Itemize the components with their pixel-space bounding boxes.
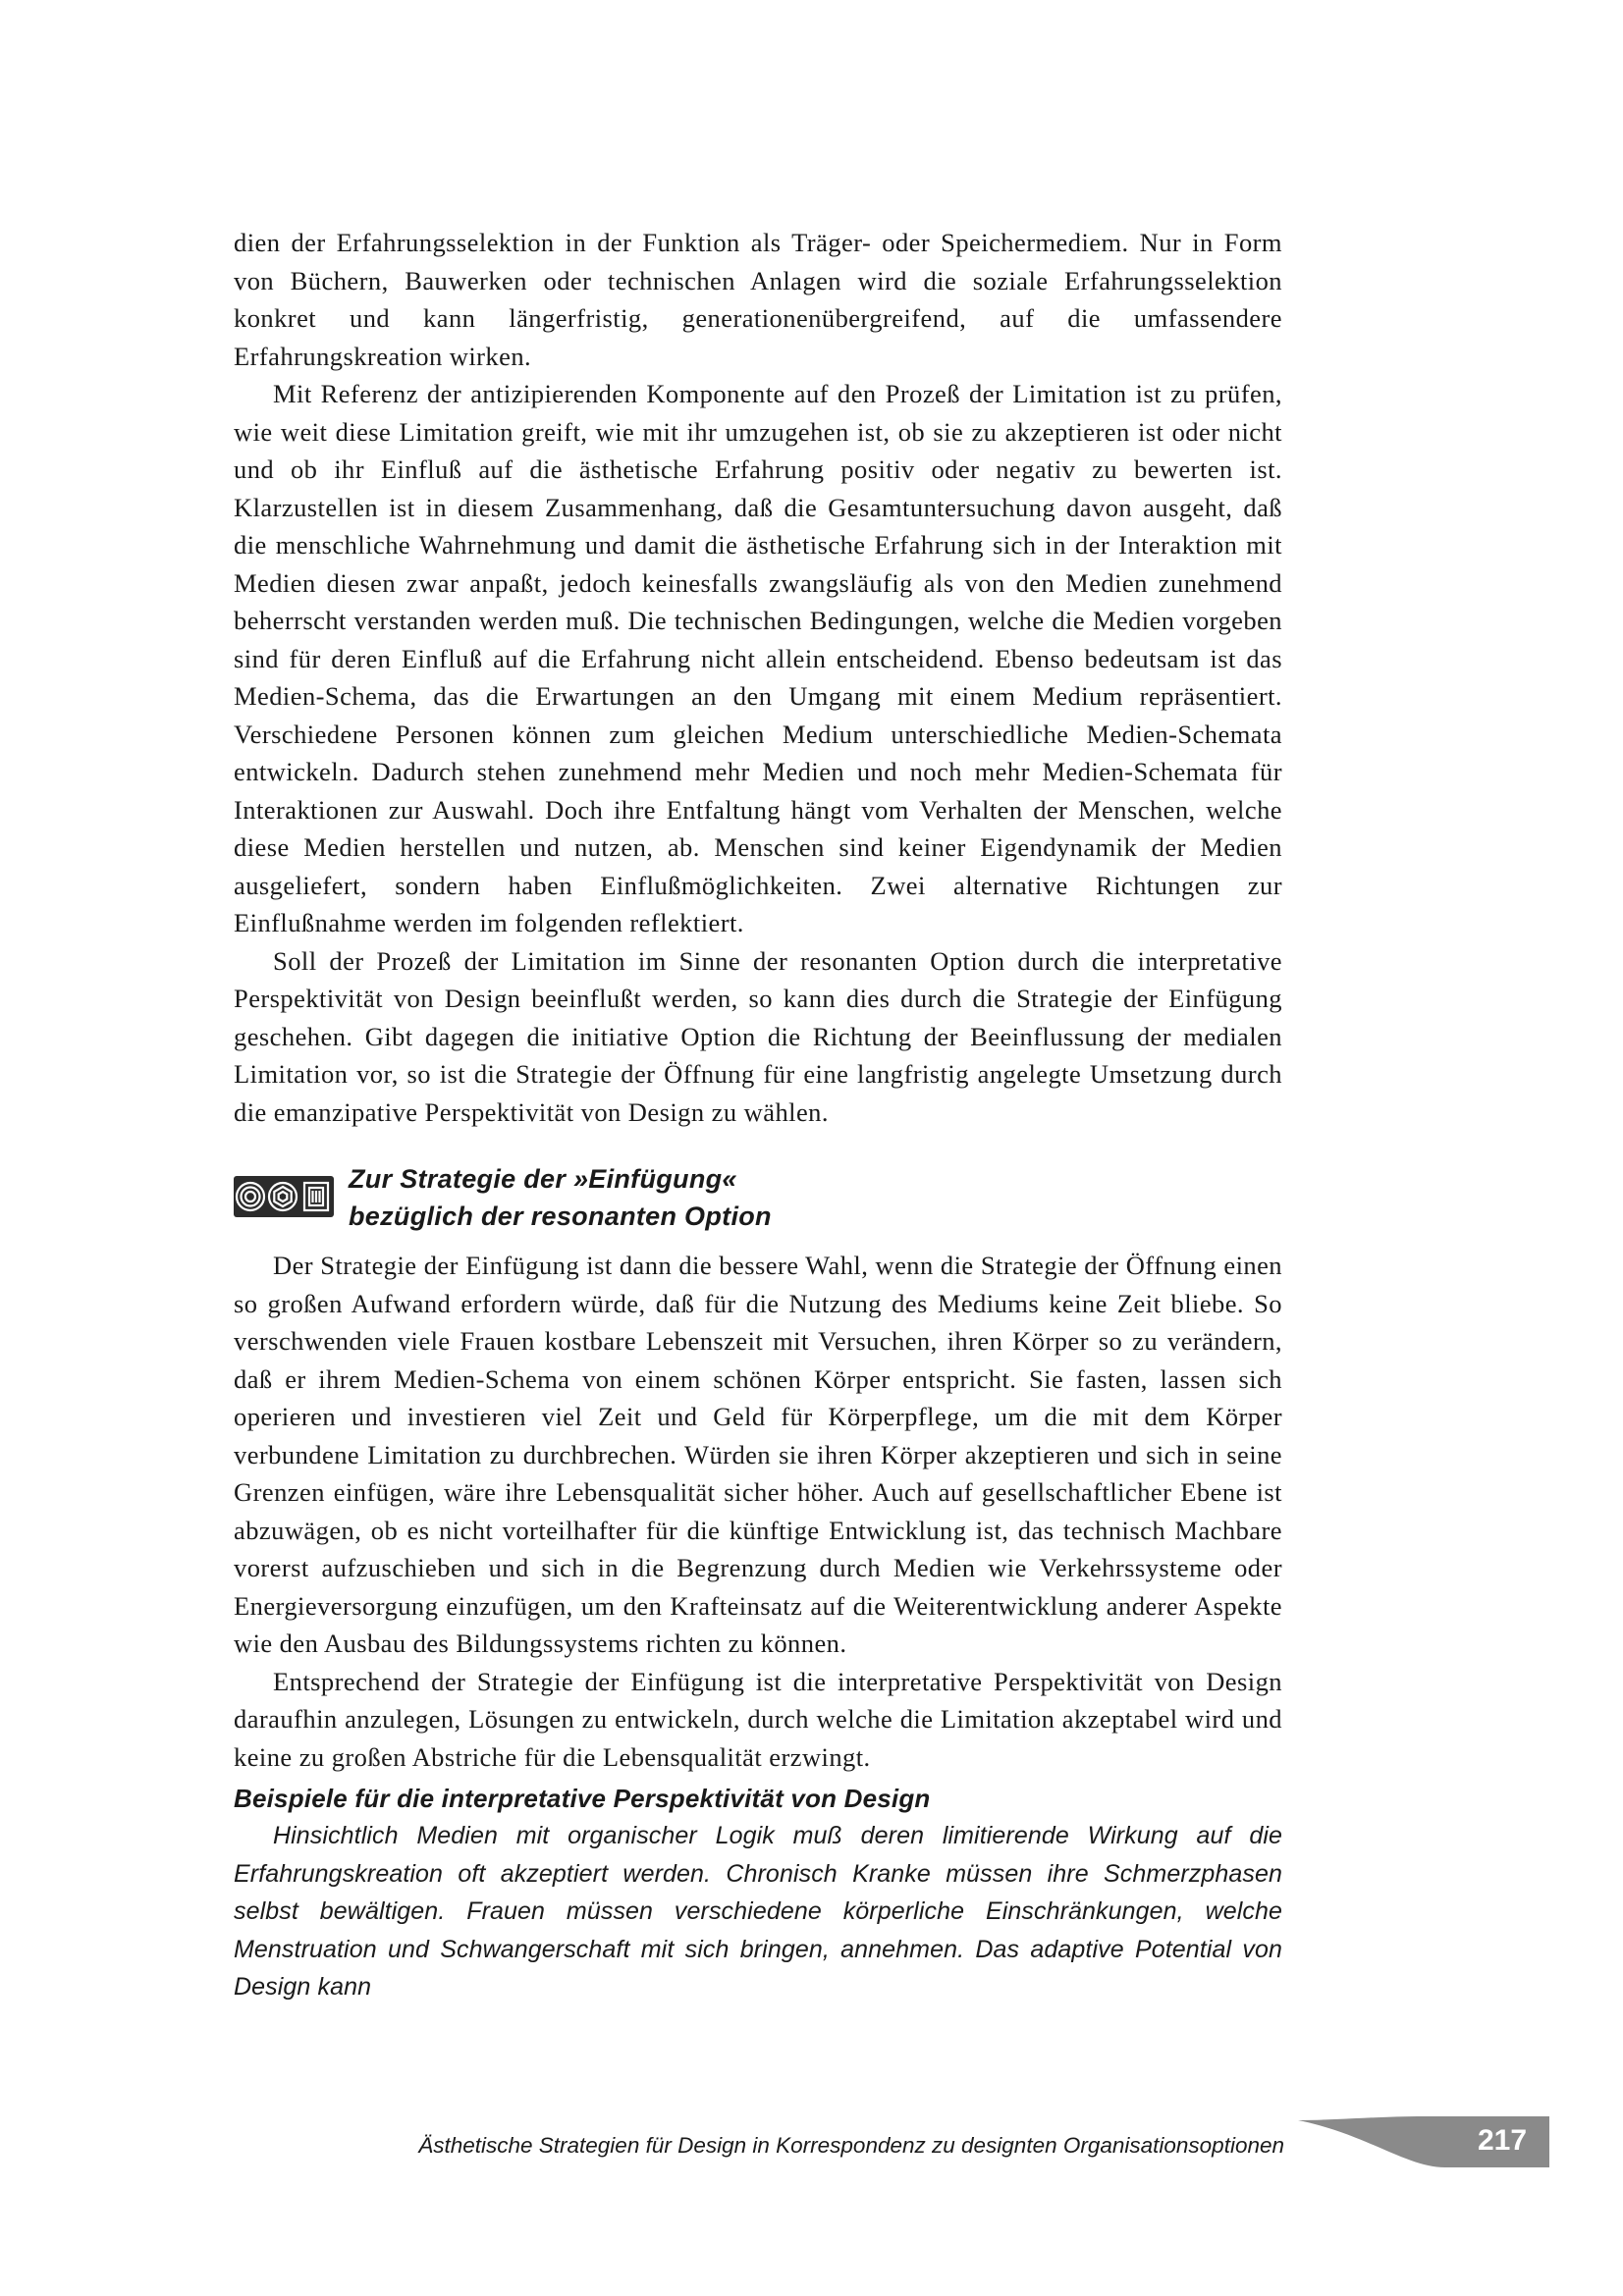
running-footer-title: Ästhetische Strategien für Design in Korrespondenz zu designten Organisationsoptionen [418,2133,1284,2158]
body-paragraph-3: Soll der Prozeß der Limitation im Sinne der resonanten Option durch die interpretative Perspektivität von Design beeinflußt werden, so kann dies durch die Strategie der Einfügung geschehen. Gibt dagegen die initiative Option die Richtung der Beeinflussung der medialen Limitation vor, so ist die Strategie der Öffnung für eine langfristig angelegte Umsetzung durch die emanzipative Perspektivität von Design zu wählen. [234,945,1282,1127]
page-body [234,224,1282,2006]
section-heading [234,1160,1282,1237]
section-title-line-1: Zur Strategie der »Einfügung« [349,1164,737,1194]
section-paragraph-2: Entsprechend der Strategie der Einfügung ist die interpretative Perspektivität von Design daraufhin anzulegen, Lösungen zu entwickeln, durch welche die Limitation akzeptabel wird und keine zu großen Abstriche für die Lebensqualität erzwingt. [234,1666,1282,1772]
body-paragraph-2: Mit Referenz der antizipierenden Komponente auf den Prozeß der Limitation ist zu prüfen, wie weit diese Limitation greift, wie mit ihr umzugehen ist, ob sie zu akzeptieren ist oder nicht und ob ihr Einfluß auf die ästhetische Erfahrung positiv oder negativ zu bewerten ist. Klarzustellen ist in diesem Zusammenhang, daß die Gesamtuntersuchung davon ausgeht, daß die menschliche Wahrnehmung und damit die ästhetische Erfahrung sich in der Interaktion mit Medien diesen zwar anpaßt, jedoch keinesfalls zwangsläufig als von den Medien zunehmend beherrscht verstanden werden muß. Die technischen Bedingungen, welche die Medien vorgeben sind für deren Einfluß auf die Erfahrung nicht allein entscheidend. Ebenso bedeutsam ist das Medien-Schema, das die Erwartungen an den Umgang mit einem Medium repräsentiert. Verschiedene Personen können zum gleichen Medium unterschiedliche Medien-Schemata entwickeln. Dadurch stehen zunehmend mehr Medien und noch mehr Medien-Schemata für Interaktionen zur Auswahl. Doch ihre Entfaltung hängt vom Verhalten der Menschen, welche diese Medien herstellen und nutzen, ab. Menschen sind keiner Eigendynamik der Medien ausgeliefert, sondern haben Einflußmöglichkeiten. Zwei alternative Richtungen zur Einflußnahme werden im folgenden reflektiert. [234,379,1282,937]
section-title [349,1160,772,1235]
page-number: 217 [1477,2124,1528,2157]
examples-paragraph: Hinsichtlich Medien mit organischer Logik muß deren limitierende Wirkung auf die Erfahrungskreation oft akzeptiert werden. Chronisch Kranke müssen ihre Schmerzphasen selbst bewältigen. Frauen müssen verschiedene körperliche Einschränkungen, welche Menstruation und Schwangerschaft mit sich bringen, annehmen. Das adaptive Potential von Design kann [234,1822,1282,2001]
body-paragraph-1: dien der Erfahrungsselektion in der Funktion als Träger- oder Speichermediem. Nur in Form von Büchern, Bauwerken oder technischen Anlagen wird die soziale Erfahrungsselektion konkret und kann längerfristig, generationenübergreifend, auf die umfassendere Erfahrungskreation wirken. [234,228,1282,371]
examples-subheading: Beispiele für die interpretative Perspektivität von Design [234,1784,931,1813]
section-paragraph-1: Der Strategie der Einfügung ist dann die bessere Wahl, wenn die Strategie der Öffnung einen so großen Aufwand erfordern würde, daß für die Nutzung des Mediums keine Zeit bliebe. So verschwenden viele Frauen kostbare Lebenszeit mit Versuchen, ihren Körper so zu verändern, daß er ihrem Medien-Schema von einem schönen Körper entspricht. Sie fasten, lassen sich operieren und investieren viel Zeit und Geld für Körperpflege, um die mit dem Körper verbundene Limitation zu durchbrechen. Würden sie ihren Körper akzeptieren und sich in seine Grenzen einfügen, wäre ihre Lebensqualität sicher höher. Auch auf gesellschaftlicher Ebene ist abzuwägen, ob es nicht vorteilhafter für die künftige Entwicklung ist, das technisch Machbare vorerst aufzuschieben und sich in die Begrenzung durch Medien wie Verkehrssysteme oder Energieversorgung einzufügen, um den Krafteinsatz auf die Weiterentwicklung anderer Aspekte wie den Ausbau des Bildungssystems richten zu können. [234,1251,1282,1658]
section-body [234,1247,1282,2006]
section-title-line-2: bezüglich der resonanten Option [349,1201,772,1231]
resonant-option-icon [234,1176,334,1217]
